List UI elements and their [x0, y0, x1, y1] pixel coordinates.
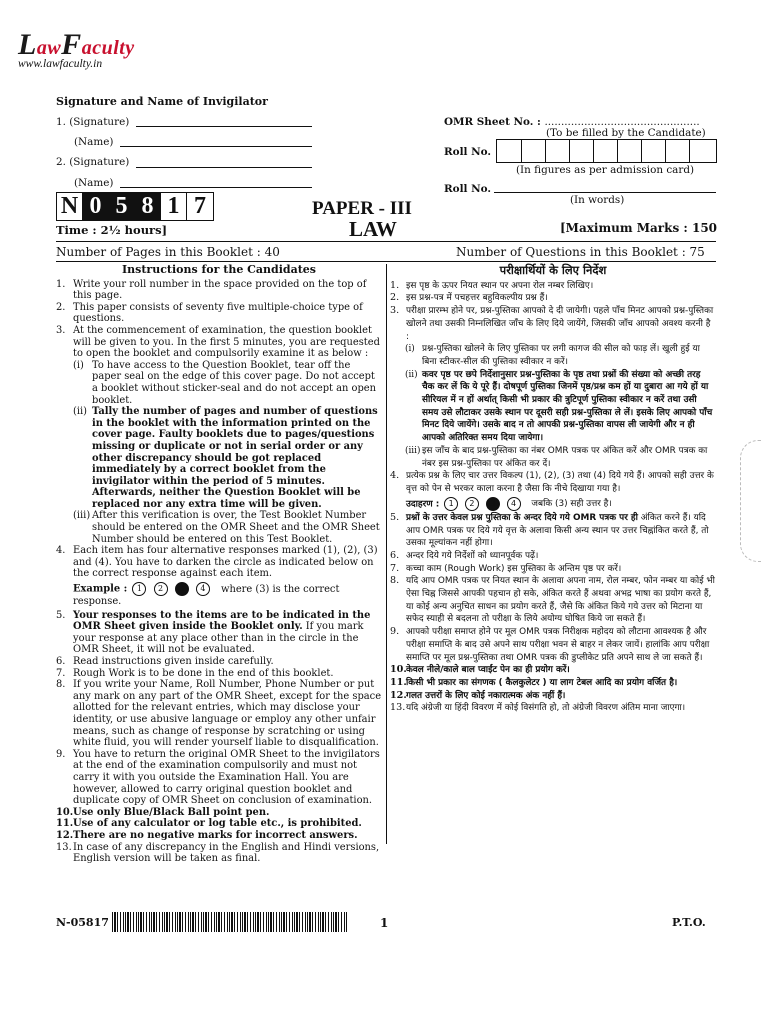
hi-item-9: 9. आपको परीक्षा समाप्त होने पर मूल OMR पत्रक निरीक्षक महोदय को लौटाना आवश्यक है और परीक्षा समाप्ति के बाद उसे अपने साथ परीक्षा भवन से बाहर न लेकर जायें। हालांकि आप परीक्षा समाप्ति पर मूल प्रश्न-पुस्तिका तथा OMR पत्रक की डुप्लीकेट प्रति अपने साथ ले जा सकते हैं।	[390, 626, 710, 663]
pto-label: P.T.O.	[672, 916, 706, 929]
tear-seal-mark	[740, 440, 761, 562]
pages-count: Number of Pages in this Booklet : 40	[56, 245, 280, 259]
lawfaculty-logo: LawFaculty www.lawfaculty.in	[18, 28, 158, 68]
en-item-3: 3. At the commencement of examination, the question booklet will be given to you. In the first 5 minutes, you are requested to open the booklet and compulsorily examine it as below :	[56, 324, 380, 360]
hi-item-3-ii: (ii) कवर पृष्ठ पर छपे निर्देशानुसार प्रश्न-पुस्तिका के पृष्ठ तथा प्रश्नों की संख्या को अच्छी तरह चैक कर लें कि ये पूरे हैं। दोषपूर्ण पुस्तिका जिनमें पृष्ठ/प्रश्न कम हों या दुबारा आ गये हों या सीरियल में न हों अर्थात् किसी भी प्रकार की त्रुटिपूर्ण पुस्तिका स्वीकार न करें तथा उसी समय उसे लौटाकर उसके स्थान पर दूसरी सही प्रश्न-पुस्तिका ले लें। इसके लिए आपको पाँच मिनट दिये जायेंगे। उसके बाद न तो आपकी प्रश्न-पुस्तिका वापस ली जायेगी और न ही आपको अतिरिक्त समय दिया जायेगा।	[405, 369, 713, 444]
signature-2-line	[136, 167, 312, 168]
en-item-7: 7. Rough Work is to be done in the end of this booklet.	[56, 667, 334, 679]
hi-item-1: 1. इस पृष्ठ के ऊपर नियत स्थान पर अपना रोल नम्बर लिखिए।	[390, 279, 594, 291]
hi-item-2: 2. इस प्रश्न-पत्र में पचहत्तर बहुविकल्पीय प्रश्न हैं।	[390, 292, 548, 304]
english-instructions-title: Instructions for the Candidates	[122, 263, 316, 276]
booklet-serial-number: N 0 5 8 1 7	[56, 192, 214, 221]
roll-no-label: Roll No.	[444, 146, 491, 158]
en-item-10: 10. Use only Blue/Black Ball point pen.	[56, 806, 270, 818]
en-item-3-ii: (ii) Tally the number of pages and number of questions in the booklet with the information printed on the cover page. Faulty booklets due to pages/questions missing or duplicate or not in serial order or any other discrepancy should be got replaced immediately by a correct booklet from the invigilator within the period of 5 minutes. Afterwards, neither the Question Booklet will be replaced nor any extra time will be given.	[73, 406, 378, 510]
en-item-5: 5. Your responses to the items are to be indicated in the OMR Sheet given inside the Booklet only. If you mark your response at any place other than in the circle in the OMR Sheet, it will not be evaluated.	[56, 609, 371, 656]
hi-item-3-iii: (iii) इस जाँच के बाद प्रश्न-पुस्तिका का नंबर OMR पत्रक पर अंकित करें और OMR पत्रक का नंबर इस प्रश्न-पुस्तिका पर अंकित कर दें।	[405, 445, 708, 469]
en-item-2: 2. This paper consists of seventy five multiple-choice type of questions.	[56, 301, 363, 325]
en-item-3-i: (i) To have access to the Question Booklet, tear off the paper seal on the edge of this cover page. Do not accept a booklet without sticker-seal and do not accept an open booklet.	[73, 359, 376, 406]
footer-code: N-05817	[56, 916, 109, 929]
questions-count: Number of Questions in this Booklet : 75	[456, 245, 705, 259]
en-item-13: 13. In case of any discrepancy in the English and Hindi versions, English version will be taken as final.	[56, 841, 380, 865]
en-item-12: 12. There are no negative marks for incorrect answers.	[56, 829, 358, 841]
hindi-instructions	[390, 264, 716, 715]
en-item-11: 11. Use of any calculator or log table etc., is prohibited.	[56, 818, 362, 830]
hi-example-circle-4: 4	[507, 497, 521, 511]
hi-item-5: 5. प्रश्नों के उत्तर केवल प्रश्न पुस्तिका के अन्दर दिये गये OMR पत्रक पर ही अंकित करने हैं। यदि आप OMR पत्रक पर दिये गये वृत्त के अलावा किसी अन्य स्थान पर उत्तर चिह्नांकित करते हैं, तो उसका मूल्यांकन नहीं होगा।	[390, 511, 709, 549]
hi-item-7: 7. कच्चा काम (Rough Work) इस पुस्तिका के अन्तिम पृष्ठ पर करें।	[390, 562, 622, 574]
logo-url: www.lawfaculty.in	[18, 58, 103, 70]
hi-example-circle-2: 2	[465, 497, 479, 511]
hi-example-circle-1: 1	[444, 497, 458, 511]
name-2-line	[120, 187, 312, 188]
hi-item-6: 6. अन्दर दिये गये निर्देशों को ध्यानपूर्वक पढ़ें।	[390, 549, 539, 561]
hi-item-13: 13. यदि अंग्रेजी या हिंदी विवरण में कोई विसंगति हो, तो अंग्रेजी विवरण अंतिम माना जाएगा।	[390, 702, 686, 714]
roll-no-words-line[interactable]	[494, 192, 716, 193]
hi-item-11: 11. किसी भी प्रकार का संगणक ( कैलकुलेटर ) या लाग टेबल आदि का प्रयोग वर्जित है।	[390, 677, 678, 688]
hi-item-10: 10. केवल नीले/काले बाल प्वाईंट पेन का ही प्रयोग करें।	[390, 664, 570, 676]
pages-rule	[56, 261, 716, 262]
roll-no-words-note: (In words)	[570, 194, 625, 206]
en-item-9: 9. You have to return the original OMR Sheet to the invigilators at the end of the examination compulsorily and must not carry it with you outside the Examination Hall. You are however, allowed to carry original question booklet and duplicate copy of OMR Sheet on conclusion of examination.	[56, 748, 380, 807]
signature-2-label: 2. (Signature)	[56, 156, 130, 168]
signature-1-line	[136, 126, 312, 127]
hi-item-8: 8. यदि आप OMR पत्रक पर नियत स्थान के अलावा अपना नाम, रोल नम्बर, फोन नम्बर या कोई भी ऐसा चिह्न जिससे आपकी पहचान हो सके, अंकित करते हैं अथवा अभद्र भाषा का प्रयोग करते हैं, या कोई अन्य अनुचित साधन का प्रयोग करते हैं, जैसे कि अंकित किये गये उत्तर को मिटाना या सफेद स्याही से बदलना तो परीक्षा के लिये अयोग्य घोषित किये जा सकते हैं।	[390, 575, 715, 625]
hi-example: उदाहरण : 1 2 3 4 जबकि (3) सही उत्तर है।	[406, 498, 612, 510]
max-marks: [Maximum Marks : 150	[560, 221, 718, 235]
omr-note: (To be filled by the Candidate)	[546, 127, 706, 139]
subject-title: LAW	[349, 217, 397, 241]
en-example: Example : 1 2 3 4 where (3) is the correct response.	[73, 583, 340, 608]
english-instructions	[56, 264, 382, 865]
roll-no-words-label: Roll No.	[444, 183, 491, 195]
roll-no-note: (In figures as per admission card)	[516, 164, 695, 176]
hindi-instructions-title: परीक्षार्थियों के लिए निर्देश	[499, 263, 607, 277]
time-allowed: Time : 2½ hours]	[56, 223, 168, 237]
en-item-6: 6. Read instructions given inside carefully.	[56, 656, 274, 667]
barcode	[112, 912, 348, 932]
example-circle-3: 3	[175, 582, 189, 596]
hi-item-4: 4. प्रत्येक प्रश्न के लिए चार उत्तर विकल्प (1), (2), (3) तथा (4) दिये गये हैं। आपको सही उत्तर के वृत्त को पेन से भरकर काला करना है जैसा कि नीचे दिखाया गया है।	[390, 470, 714, 494]
en-item-8: 8. If you write your Name, Roll Number, Phone Number or put any mark on any part of the OMR Sheet, except for the space allotted for the relevant entries, which may disclose your identity, or use abusive language or employ any other unfair means, such as change of response by scratching or using white fluid, you will render yourself liable to disqualification.	[56, 679, 382, 749]
omr-sheet-no: OMR Sheet No. : ...............................................	[444, 116, 700, 128]
example-circle-1: 1	[132, 582, 146, 596]
name-1-label: (Name)	[74, 136, 114, 148]
header-rule	[56, 241, 716, 242]
invigilator-title: Signature and Name of Invigilator	[56, 95, 268, 108]
signature-1-label: 1. (Signature)	[56, 116, 130, 128]
hi-item-12: 12. गलत उत्तरों के लिए कोई नकारात्मक अंक नहीं हैं।	[390, 689, 566, 701]
en-item-4: 4. Each item has four alternative responses marked (1), (2), (3) and (4). You have to darken the circle as indicated below on the correct response against each item.	[56, 545, 378, 580]
column-divider	[386, 264, 387, 844]
paper-title: PAPER - III	[312, 198, 412, 219]
en-item-3-iii: (iii) After this verification is over, the Test Booklet Number should be entered on the OMR Sheet and the OMR Sheet Number should be entered on this Test Booklet.	[73, 510, 380, 545]
name-1-line	[120, 146, 312, 147]
name-2-label: (Name)	[74, 177, 114, 189]
example-circle-4: 4	[196, 582, 210, 596]
en-item-1: 1. Write your roll number in the space provided on the top of this page.	[56, 278, 367, 302]
example-circle-2: 2	[154, 582, 168, 596]
page-number: 1	[380, 916, 389, 930]
hi-item-3-i: (i) प्रश्न-पुस्तिका खोलने के लिए पुस्तिका पर लगी कागज की सील को फाड़ लें। खुली हुई या बिना स्टीकर-सील की पुस्तिका स्वीकार न करें।	[405, 344, 700, 367]
hi-example-circle-3: 3	[486, 497, 500, 511]
hi-item-3: 3. परीक्षा प्रारम्भ होने पर, प्रश्न-पुस्तिका आपको दे दी जायेगी। पहले पाँच मिनट आपको प्रश्न-पुस्तिका खोलने तथा उसकी निम्नलिखित जाँच के लिए दिये जायेंगे, जिसकी जाँच आपको अवश्य करनी है :	[390, 305, 714, 342]
roll-no-boxes[interactable]	[496, 139, 717, 163]
